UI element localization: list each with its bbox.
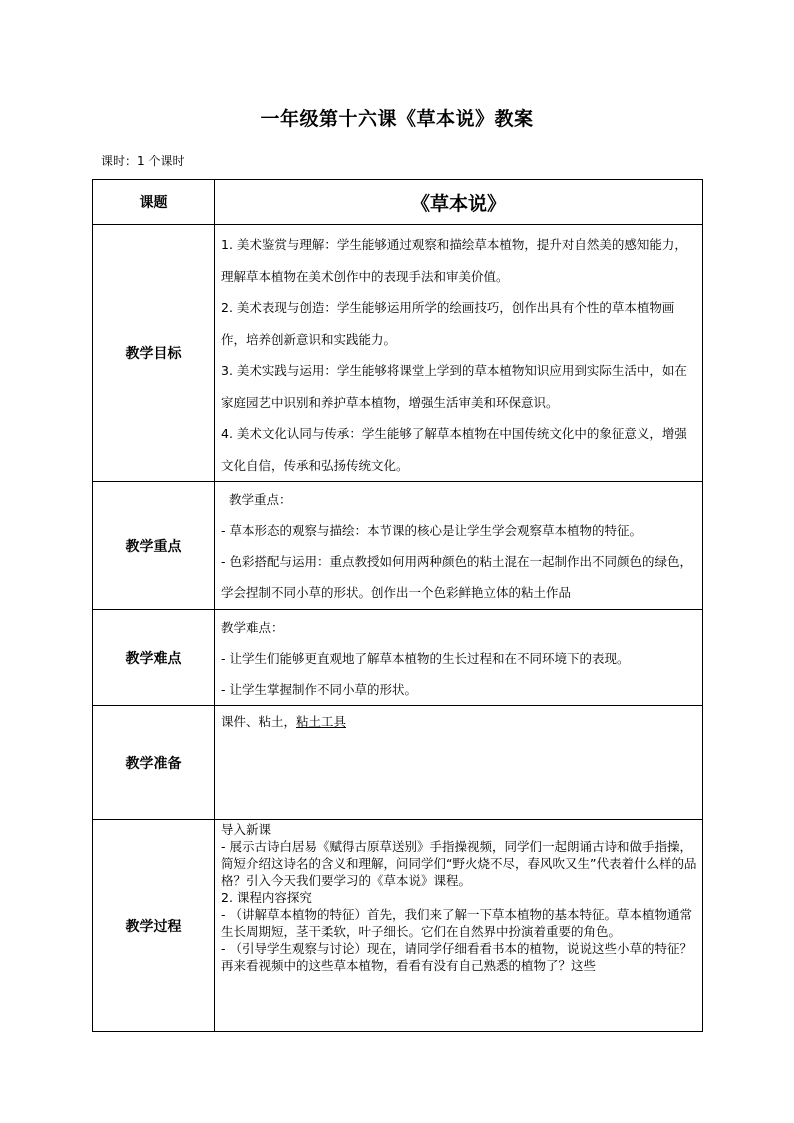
process-label: 教学过程	[93, 820, 215, 1032]
duration-label: 课时：	[101, 154, 138, 168]
preparation-tools: 粘土工具	[296, 714, 347, 729]
objective-item: 1. 美术鉴赏与理解：学生能够通过观察和描绘草本植物，提升对自然美的感知能力，理解草本植物在美术创作中的表现手法和审美价值。	[221, 237, 687, 284]
topic-row	[93, 180, 703, 225]
key-points-heading: 教学重点：	[229, 492, 292, 507]
objective-item: 4. 美术文化认同与传承：学生能够了解草本植物在中国传统文化中的象征意义，增强文化自信，传承和弘扬传统文化。	[221, 426, 687, 473]
difficulty-item: - 让学生掌握制作不同小草的形状。	[221, 682, 417, 697]
preparation-materials: 课件、粘土，	[221, 714, 297, 729]
preparation-row	[93, 706, 703, 820]
key-points-label: 教学重点	[93, 482, 215, 610]
objectives-cell	[215, 225, 703, 482]
process-line: 导入新课	[221, 822, 272, 837]
process-row	[93, 820, 703, 1032]
process-line: - （讲解草本植物的特征）首先，我们来了解一下草本植物的基本特征。草本植物通常生长周期短，茎干柔软，叶子细长。它们在自然界中扮演着重要的角色。	[221, 907, 692, 939]
objectives-row	[93, 225, 703, 482]
process-cell	[215, 820, 703, 1032]
lesson-duration	[101, 152, 184, 169]
difficulties-label: 教学难点	[93, 610, 215, 706]
preparation-label: 教学准备	[93, 706, 215, 820]
topic-value: 《草本说》	[215, 180, 703, 225]
duration-value: 1 个课时	[137, 154, 185, 168]
objective-item: 3. 美术实践与运用：学生能够将课堂上学到的草本植物知识应用到实际生活中，如在家庭园艺中识别和养护草本植物，增强生活审美和环保意识。	[221, 363, 687, 410]
lesson-plan-table	[92, 179, 703, 1032]
difficulty-item: - 让学生们能够更直观地了解草本植物的生长过程和在不同环境下的表现。	[221, 651, 630, 666]
difficulties-cell	[215, 610, 703, 706]
key-points-cell	[215, 482, 703, 610]
key-points-row	[93, 482, 703, 610]
document-title: 一年级第十六课《草本说》教案	[260, 108, 534, 130]
preparation-cell	[215, 706, 703, 820]
key-point-item: - 色彩搭配与运用：重点教授如何用两种颜色的粘土混在一起制作出不同颜色的绿色，学会捏制不同小草的形状。创作出一个色彩鲜艳立体的粘土作品	[221, 554, 692, 600]
objectives-label: 教学目标	[93, 225, 215, 482]
process-line: - （引导学生观察与讨论）现在，请同学仔细看看书本的植物，说说这些小草的特征？再来看视频中的这些草本植物，看看有没有自己熟悉的植物了？这些	[221, 941, 692, 973]
difficulties-row	[93, 610, 703, 706]
topic-label: 课题	[93, 180, 215, 225]
objective-item: 2. 美术表现与创造：学生能够运用所学的绘画技巧，创作出具有个性的草本植物画作，培养创新意识和实践能力。	[221, 300, 675, 347]
difficulties-heading: 教学难点：	[221, 620, 284, 635]
process-line: - 展示古诗白居易《赋得古原草送别》手指操视频，同学们一起朗诵古诗和做手指操，简短介绍这诗名的含义和理解，问同学们“野火烧不尽，春风吹又生”代表着什么样的品格？引入今天我们要学习的《草本说》课程。	[221, 839, 697, 888]
key-point-item: - 草本形态的观察与描绘：本节课的核心是让学生学会观察草本植物的特征。	[221, 523, 642, 538]
process-line: 2. 课程内容探究	[221, 890, 312, 905]
